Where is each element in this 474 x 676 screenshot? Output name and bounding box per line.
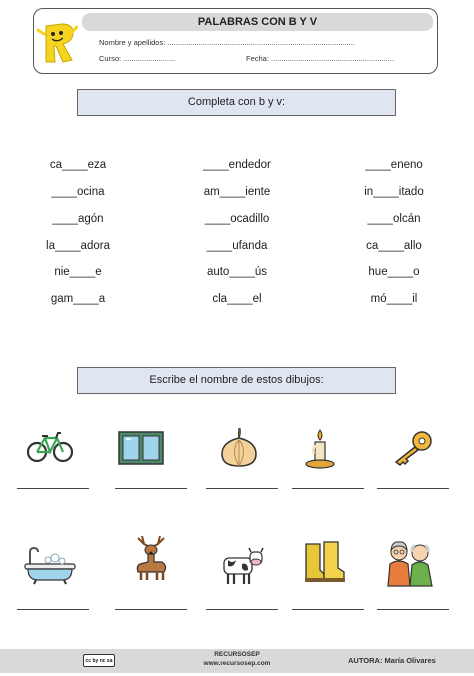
instruction-complete: Completa con b y v: bbox=[77, 89, 396, 116]
page-title: PALABRAS CON B Y V bbox=[82, 13, 433, 31]
fill-word[interactable]: ____ufanda bbox=[206, 240, 268, 252]
answer-line[interactable] bbox=[292, 609, 364, 610]
fill-word[interactable]: gam____a bbox=[50, 293, 106, 305]
answer-line[interactable] bbox=[206, 488, 278, 489]
fill-word[interactable]: mó____il bbox=[370, 293, 418, 305]
answer-line[interactable] bbox=[377, 488, 449, 489]
fill-word[interactable]: ____ocadillo bbox=[204, 213, 270, 225]
answer-line[interactable] bbox=[206, 609, 278, 610]
footer-site bbox=[170, 650, 304, 668]
key-icon bbox=[390, 430, 434, 471]
license-text: cc by nc sa bbox=[85, 657, 113, 664]
fill-word[interactable]: la____adora bbox=[46, 240, 110, 252]
boots-icon bbox=[302, 540, 348, 589]
author-credit: AUTORA: María Olivares bbox=[348, 656, 436, 665]
fill-word[interactable]: ____agón bbox=[52, 213, 104, 225]
fill-word[interactable]: nie____e bbox=[54, 266, 102, 278]
fill-word[interactable]: ca____eza bbox=[49, 159, 107, 171]
answer-line[interactable] bbox=[17, 609, 89, 610]
cow-icon bbox=[218, 544, 264, 591]
answer-line[interactable] bbox=[377, 609, 449, 610]
answer-line[interactable] bbox=[17, 488, 89, 489]
instruction-write-names: Escribe el nombre de estos dibujos: bbox=[77, 367, 396, 394]
answer-line[interactable] bbox=[115, 488, 187, 489]
site-name: RECURSOSEP bbox=[214, 651, 260, 658]
grandparents-icon bbox=[384, 538, 436, 593]
fill-word[interactable]: in____itado bbox=[364, 186, 424, 198]
fill-word[interactable]: cla____el bbox=[212, 293, 262, 305]
fill-word[interactable]: ____ocina bbox=[51, 186, 105, 198]
fill-word[interactable]: ____olcán bbox=[367, 213, 421, 225]
fill-word[interactable]: hue____o bbox=[368, 266, 420, 278]
fill-word[interactable]: ____endedor bbox=[203, 159, 271, 171]
bathtub-icon bbox=[22, 546, 78, 591]
fill-word[interactable]: ____eneno bbox=[365, 159, 423, 171]
name-field[interactable]: Nombre y apellidos: .......................................................................................... bbox=[99, 38, 355, 47]
onion-icon bbox=[218, 426, 260, 473]
window-icon bbox=[117, 430, 165, 471]
date-field[interactable]: Fecha: ........................................................... bbox=[246, 54, 394, 63]
bicycle-icon bbox=[27, 430, 73, 469]
deer-icon bbox=[130, 534, 174, 587]
site-url[interactable]: www.recursosep.com bbox=[203, 660, 271, 667]
answer-line[interactable] bbox=[115, 609, 187, 610]
candle-icon bbox=[303, 428, 337, 475]
logo-icon bbox=[36, 18, 78, 66]
fill-word[interactable]: auto____ús bbox=[206, 266, 268, 278]
course-field[interactable]: Curso: ......................... bbox=[99, 54, 176, 63]
license-badge bbox=[83, 654, 115, 667]
fill-word[interactable]: am____iente bbox=[203, 186, 271, 198]
fill-word[interactable]: ca____allo bbox=[366, 240, 422, 252]
answer-line[interactable] bbox=[292, 488, 364, 489]
